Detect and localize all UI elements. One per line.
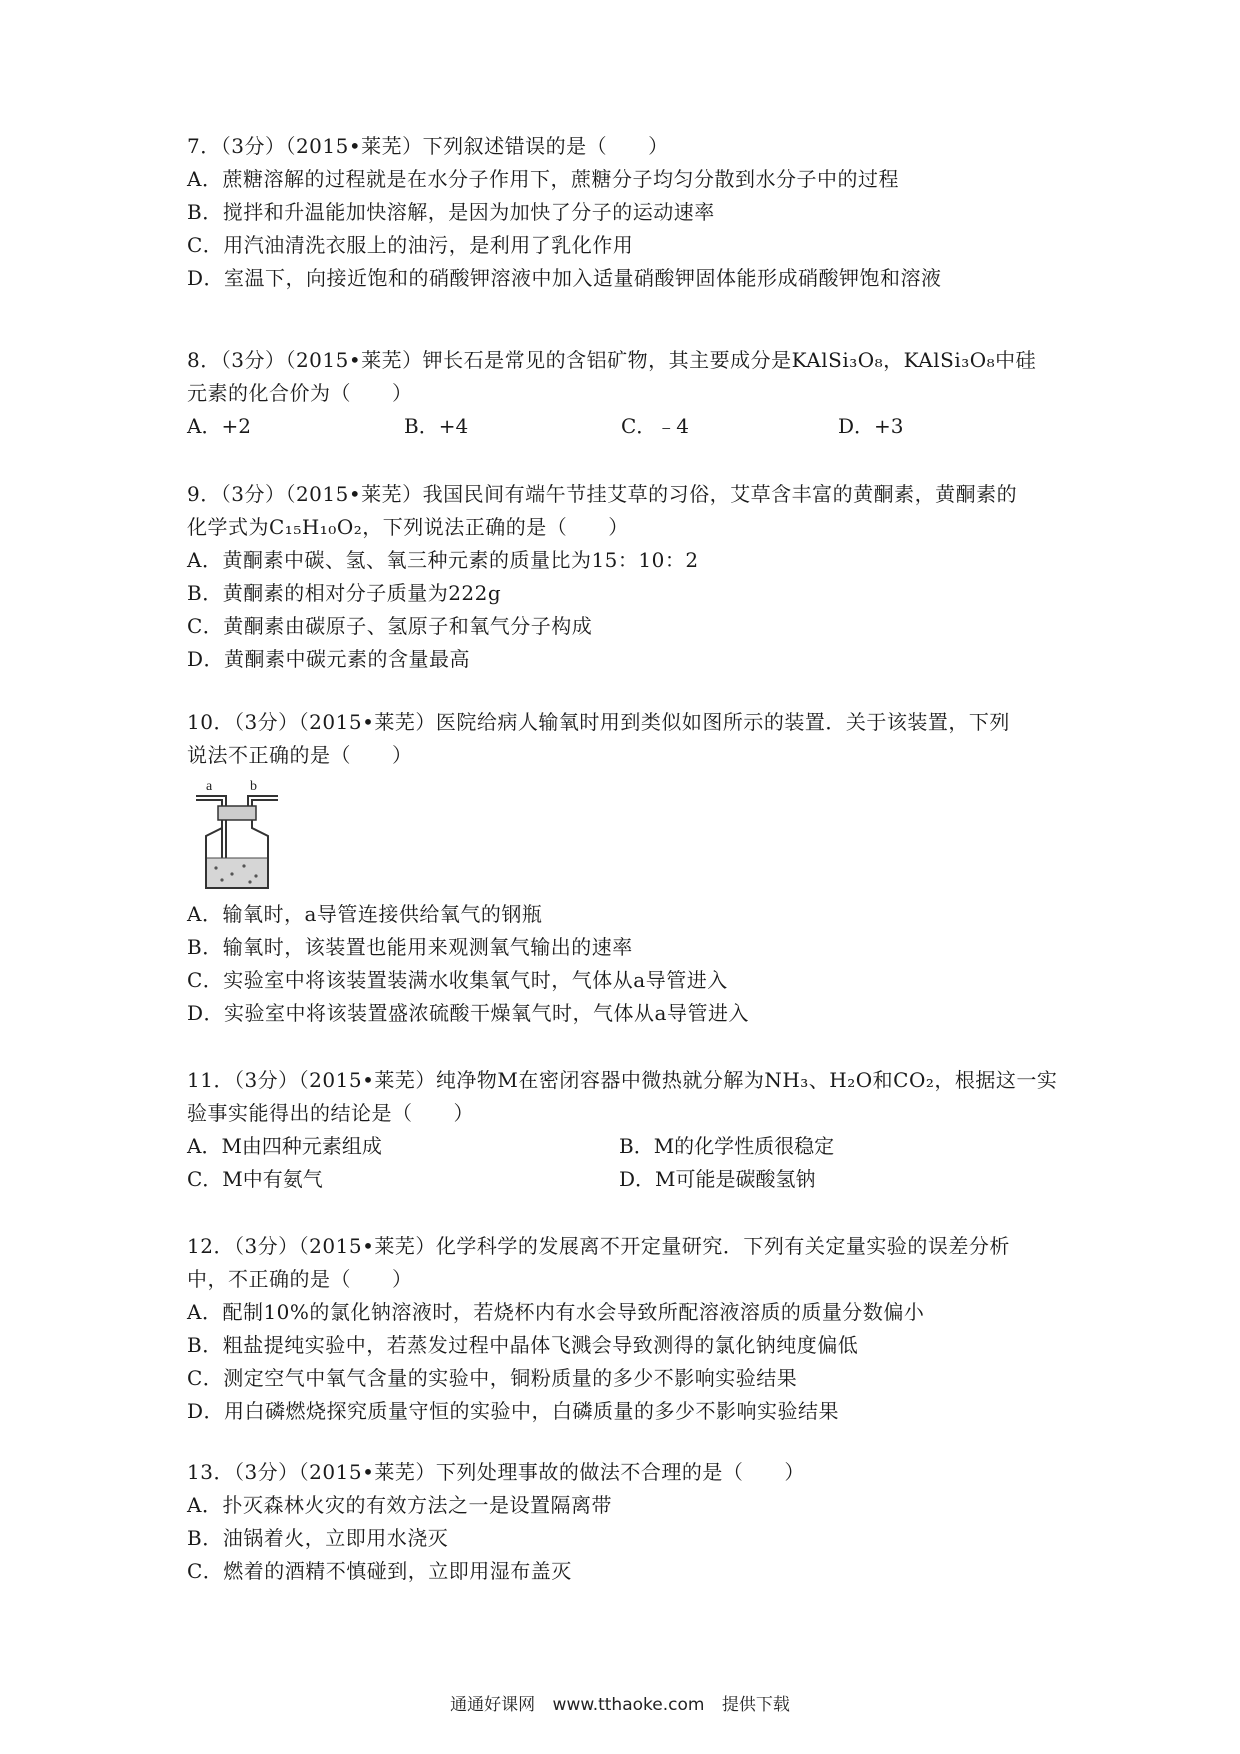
question-stem-line2: 验事实能得出的结论是（ ） (187, 1101, 474, 1125)
option-c: C．﹣4 (621, 414, 690, 438)
question-stem-line1: 8．（3分）（2015•莱芜）钾长石是常见的含铝矿物，其主要成分是KAlSi₃O₈，KAlSi₃O₈中硅 (187, 348, 1037, 372)
option-a: A．蔗糖溶解的过程就是在水分子作用下，蔗糖分子均匀分散到水分子中的过程 (187, 167, 899, 191)
question-stem-line1: 9．（3分）（2015•莱芜）我国民间有端午节挂艾草的习俗，艾草含丰富的黄酮素，黄酮素的 (187, 482, 1018, 506)
option-d: D．M可能是碳酸氢钠 (619, 1167, 816, 1191)
question-stem: 13．（3分）（2015•莱芜）下列处理事故的做法不合理的是（ ） (187, 1460, 805, 1484)
option-a: A．M由四种元素组成 (187, 1134, 382, 1158)
option-b: B．搅拌和升温能加快溶解，是因为加快了分子的运动速率 (187, 200, 715, 224)
question-10-options (187, 898, 1067, 1030)
option-d: D．+3 (838, 414, 904, 438)
footer-url: www.tthaoke.com (552, 1695, 705, 1715)
question-stem-line1: 12．（3分）（2015•莱芜）化学科学的发展离不开定量研究．下列有关定量实验的误差分析 (187, 1234, 1010, 1258)
option-d: D．室温下，向接近饱和的硝酸钾溶液中加入适量硝酸钾固体能形成硝酸钾饱和溶液 (187, 266, 942, 290)
page-footer (0, 1690, 1240, 1715)
option-d: D．实验室中将该装置盛浓硫酸干燥氧气时，气体从a导管进入 (187, 1001, 749, 1025)
option-c: C．黄酮素由碳原子、氢原子和氧气分子构成 (187, 614, 593, 638)
option-b: B．粗盐提纯实验中，若蒸发过程中晶体飞溅会导致测得的氯化钠纯度偏低 (187, 1333, 859, 1357)
question-12 (187, 1230, 1067, 1428)
option-b: B．M的化学性质很稳定 (619, 1134, 835, 1158)
footer-note: 提供下载 (721, 1695, 790, 1715)
option-d: D．黄酮素中碳元素的含量最高 (187, 647, 471, 671)
option-a: A．配制10%的氯化钠溶液时，若烧杯内有水会导致所配溶液溶质的质量分数偏小 (187, 1300, 925, 1324)
question-stem-line2: 中，不正确的是（ ） (187, 1267, 413, 1291)
option-c: C．燃着的酒精不慎碰到，立即用湿布盖灭 (187, 1559, 572, 1583)
question-stem-line2: 化学式为C₁₅H₁₀O₂，下列说法正确的是（ ） (187, 515, 629, 539)
question-8 (187, 344, 1067, 443)
question-stem-line1: 11．（3分）（2015•莱芜）纯净物M在密闭容器中微热就分解为NH₃、H₂O和CO₂，根据这一实 (187, 1068, 1058, 1092)
question-11 (187, 1064, 1067, 1196)
option-a: A．+2 (187, 414, 251, 438)
option-b: B．输氧时，该装置也能用来观测氧气输出的速率 (187, 935, 633, 959)
question-stem-line2: 元素的化合价为（ ） (187, 381, 413, 405)
option-b: B．黄酮素的相对分子质量为222g (187, 581, 502, 605)
question-13 (187, 1456, 1067, 1588)
tube-b-label: b (250, 779, 257, 794)
option-a: A．扑灭森林火灾的有效方法之一是设置隔离带 (187, 1493, 612, 1517)
gas-washing-bottle-diagram (192, 778, 282, 890)
option-b: B．油锅着火，立即用水浇灭 (187, 1526, 449, 1550)
tube-a-label: a (206, 779, 213, 794)
question-stem: 7．（3分）（2015•莱芜）下列叙述错误的是（ ） (187, 134, 669, 158)
question-10 (187, 706, 1067, 772)
option-c: C．用汽油清洗衣服上的油污，是利用了乳化作用 (187, 233, 634, 257)
option-a: A．黄酮素中碳、氢、氧三种元素的质量比为15：10：2 (187, 548, 699, 572)
question-7 (187, 130, 1067, 295)
option-d: D．用白磷燃烧探究质量守恒的实验中，白磷质量的多少不影响实验结果 (187, 1399, 840, 1423)
option-c: C．实验室中将该装置装满水收集氧气时，气体从a导管进入 (187, 968, 728, 992)
option-c: C．M中有氨气 (187, 1167, 323, 1191)
options-row (187, 410, 1067, 443)
footer-site-name: 通通好课网 (450, 1695, 536, 1715)
question-9 (187, 478, 1067, 676)
option-a: A．输氧时，a导管连接供给氧气的钢瓶 (187, 902, 543, 926)
options-row-2 (187, 1163, 1067, 1196)
option-c: C．测定空气中氧气含量的实验中，铜粉质量的多少不影响实验结果 (187, 1366, 798, 1390)
question-stem-line1: 10．（3分）（2015•莱芜）医院给病人输氧时用到类似如图所示的装置．关于该装置，下列 (187, 710, 1010, 734)
options-row-1 (187, 1130, 1067, 1163)
option-b: B．+4 (404, 414, 469, 438)
question-stem-line2: 说法不正确的是（ ） (187, 743, 413, 767)
